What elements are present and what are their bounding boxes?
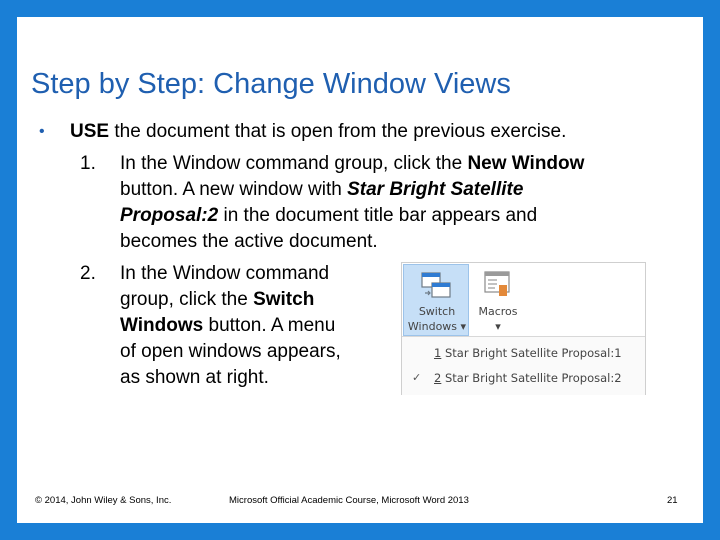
slide [17,17,703,523]
switch-windows-icon [420,271,454,301]
step2-line3-post: button. A menu [203,315,336,336]
menu-item-accel: 2 [434,371,442,385]
menu-item-accel: 1 [434,346,442,360]
macros-dropdown-arrow-icon: ▾ [495,320,501,333]
bullet-text [70,121,566,143]
checkmark-icon: ✓ [412,371,422,384]
switch-label-1: Switch [418,305,456,318]
step2-number: 2. [80,263,96,284]
footer-course: Microsoft Official Academic Course, Microsoft Word 2013 [229,495,469,506]
step1-line2 [120,179,523,201]
switch-label-2-text: Windows [407,320,458,333]
bullet-rest: the document that is open from the previous exercise. [109,121,567,142]
bullet-lead: USE [70,121,110,142]
step1-proposal: Proposal:2 [120,205,219,226]
switch-dropdown-arrow-icon: ▾ [460,320,467,333]
step2-line4: of open windows appears, [120,341,341,362]
slide-title: Step by Step: Change Window Views [31,68,511,100]
menu-item-window-1[interactable] [402,342,645,366]
switch-label-2 [404,320,470,333]
step2-windows: Windows [120,315,204,336]
step2-switch: Switch [253,289,315,310]
step1-line1 [120,153,584,175]
step1-doc-name: Star Bright Satellite [347,179,524,200]
menu-item-title: Star Bright Satellite Proposal:2 [441,371,622,385]
menu-item-label [434,346,622,360]
macros-button[interactable] [472,264,524,336]
step2-line5: as shown at right. [120,367,269,388]
step2-line2-pre: group, click the [120,289,254,310]
step2-line2 [120,289,314,311]
bullet-dot: • [39,123,45,140]
step1-line2-pre: button. A new window with [120,179,348,200]
menu-item-title: Star Bright Satellite Proposal:1 [441,346,622,360]
macros-label-text: Macros [478,305,518,318]
ribbon-screenshot [401,262,646,395]
switch-windows-button[interactable] [403,264,469,336]
footer-page-number: 21 [667,495,678,506]
footer-copyright: © 2014, John Wiley & Sons, Inc. [35,495,172,506]
macros-label [472,305,524,318]
step2-line1: In the Window command [120,263,330,284]
step1-line4: becomes the active document. [120,231,378,252]
step1-number: 1. [80,153,96,174]
menu-item-window-2[interactable] [402,367,645,391]
switch-windows-menu [402,336,645,395]
step1-line1-pre: In the Window command group, click the [120,153,468,174]
macros-icon [483,270,513,300]
step1-line3-post: in the document title bar appears and [218,205,538,226]
step2-line3 [120,315,335,337]
menu-item-label [434,371,622,385]
step1-line3 [120,205,537,227]
step1-new-window: New Window [467,153,585,174]
